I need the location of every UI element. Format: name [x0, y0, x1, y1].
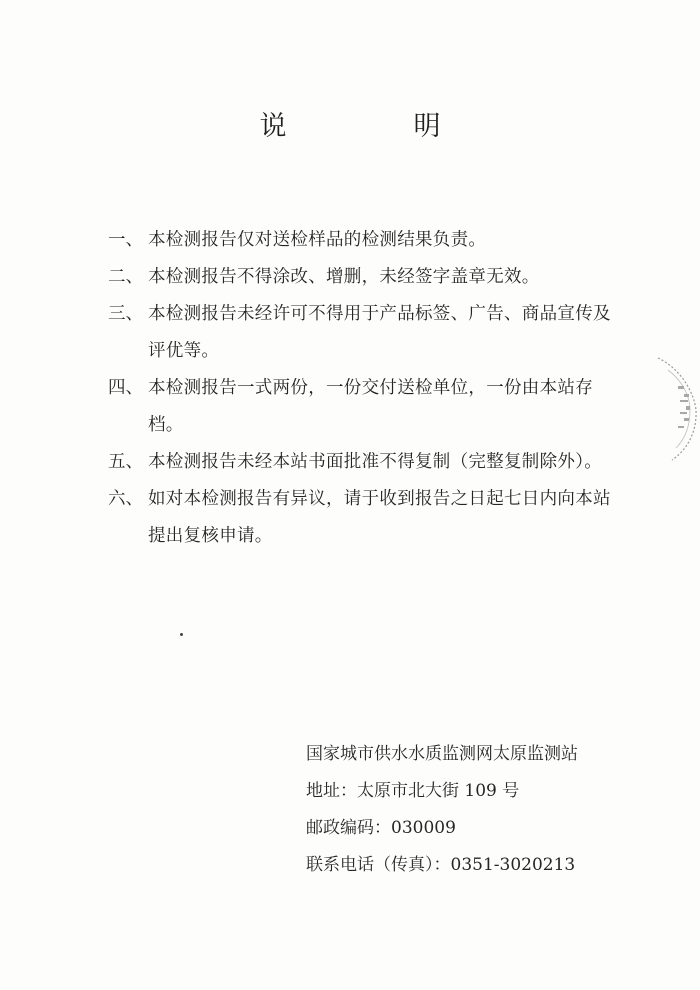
- item-number: 六、: [108, 489, 143, 509]
- item-text: 本检测报告不得涂改、增删，未经签字盖章无效。: [148, 267, 540, 287]
- list-item: [108, 296, 618, 370]
- item-text: 本检测报告未经本站书面批准不得复制（完整复制除外）。: [148, 452, 603, 472]
- scan-speck: [180, 633, 183, 636]
- list-item: [108, 481, 618, 555]
- phone-line: 联系电话（传真）：0351-3020213: [306, 855, 576, 875]
- item-number: 三、: [108, 304, 143, 324]
- page-title: 说 明: [259, 111, 491, 142]
- instruction-list: [108, 222, 618, 555]
- organization-name: 国家城市供水水质监测网太原监测站: [306, 744, 578, 764]
- item-text: 本检测报告一式两份，一份交付送检单位，一份由本站存档。: [148, 378, 593, 435]
- list-item: [108, 370, 618, 444]
- item-text: 本检测报告仅对送检样品的检测结果负责。: [148, 230, 487, 250]
- list-item: [108, 259, 618, 296]
- item-text: 如对本检测报告有异议，请于收到报告之日起七日内向本站提出复核申请。: [148, 489, 611, 546]
- list-item: [108, 444, 618, 481]
- item-number: 二、: [108, 267, 143, 287]
- item-number: 一、: [108, 230, 143, 250]
- postcode-line: 邮政编码：030009: [306, 818, 456, 838]
- item-number: 四、: [108, 378, 143, 398]
- seal-stamp-icon: [650, 352, 700, 464]
- address-line: 地址：太原市北大街 109 号: [306, 781, 520, 801]
- contact-block: [306, 736, 666, 884]
- item-number: 五、: [108, 452, 143, 472]
- item-text: 本检测报告未经许可不得用于产品标签、广告、商品宣传及评优等。: [148, 304, 611, 361]
- list-item: [108, 222, 618, 259]
